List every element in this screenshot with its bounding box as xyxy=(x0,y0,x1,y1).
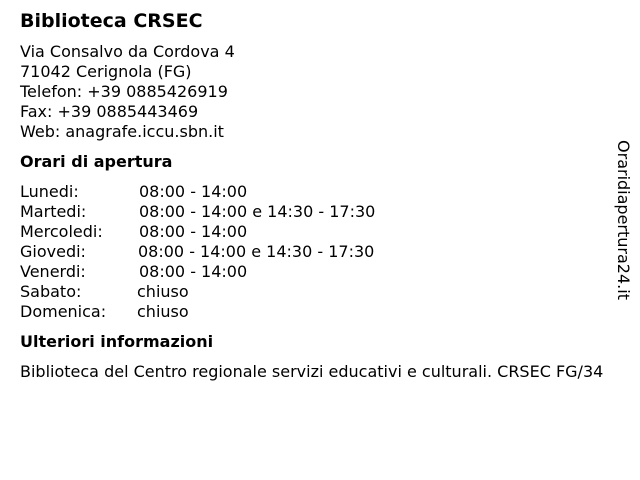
day-label: Domenica: xyxy=(20,302,107,321)
hours-row-tuesday xyxy=(20,202,610,222)
day-label: Martedi: xyxy=(20,202,87,221)
time-value: 08:00 - 14:00 xyxy=(139,182,248,201)
library-title: Biblioteca CRSEC xyxy=(20,10,203,32)
time-value: 08:00 - 14:00 xyxy=(139,262,248,281)
day-label: Lunedi: xyxy=(20,182,79,201)
city-line: 71042 Cerignola (FG) xyxy=(20,62,192,81)
address-line: Via Consalvo da Cordova 4 xyxy=(20,42,235,61)
hours-heading: Orari di apertura xyxy=(20,152,173,171)
day-label: Giovedi: xyxy=(20,242,86,261)
hours-row-thursday xyxy=(20,242,610,262)
hours-row-saturday xyxy=(20,282,610,302)
fax-line: Fax: +39 0885443469 xyxy=(20,102,199,121)
library-card xyxy=(20,8,610,382)
info-text: Biblioteca del Centro regionale servizi educativi e culturali. CRSEC FG/34 xyxy=(20,362,604,381)
site-watermark: Oraridiapertura24.it xyxy=(614,140,633,300)
phone-line: Telefon: +39 0885426919 xyxy=(20,82,228,101)
time-value: 08:00 - 14:00 xyxy=(139,222,248,241)
time-value: 08:00 - 14:00 e 14:30 - 17:30 xyxy=(138,242,375,261)
info-heading: Ulteriori informazioni xyxy=(20,332,214,351)
hours-table xyxy=(20,182,610,322)
time-value: 08:00 - 14:00 e 14:30 - 17:30 xyxy=(139,202,376,221)
contact-block xyxy=(20,42,610,142)
hours-row-wednesday xyxy=(20,222,610,242)
hours-row-friday xyxy=(20,262,610,282)
day-label: Mercoledi: xyxy=(20,222,103,241)
day-label: Venerdi: xyxy=(20,262,86,281)
time-value: chiuso xyxy=(137,302,189,321)
hours-row-monday xyxy=(20,182,610,202)
web-line: Web: anagrafe.iccu.sbn.it xyxy=(20,122,224,141)
day-label: Sabato: xyxy=(20,282,82,301)
hours-row-sunday xyxy=(20,302,610,322)
time-value: chiuso xyxy=(137,282,189,301)
